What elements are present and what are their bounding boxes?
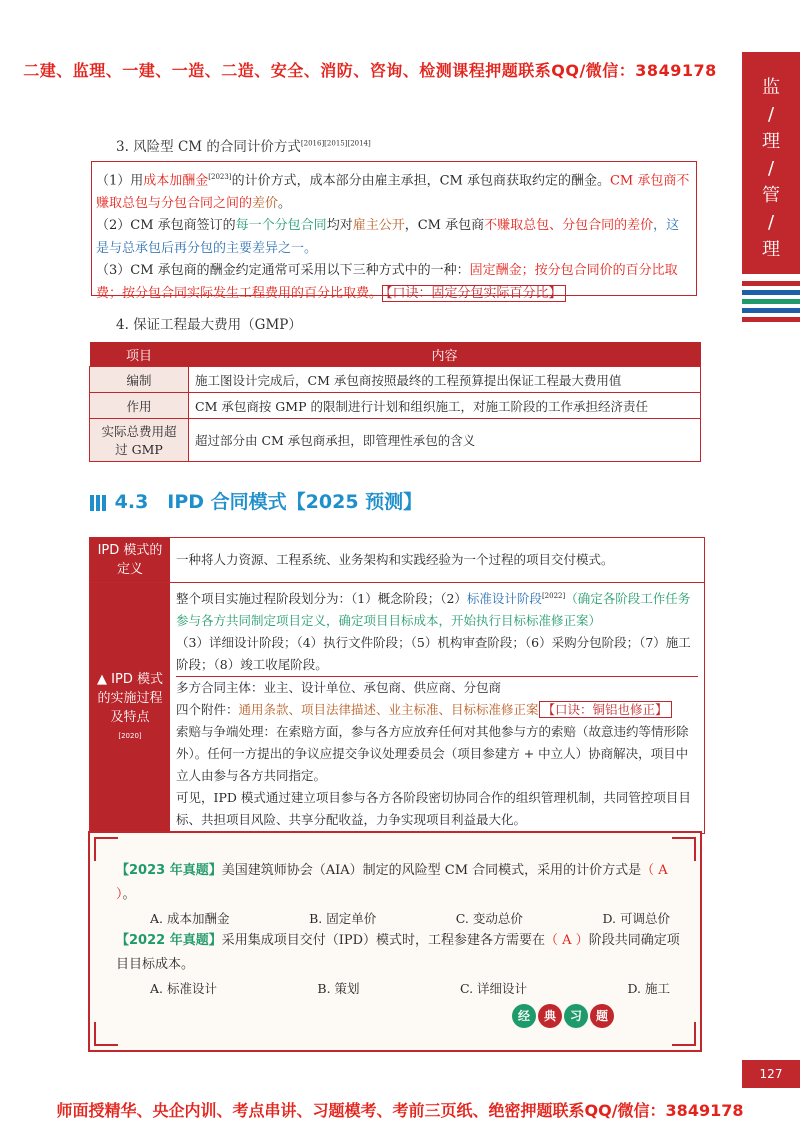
badge: 题 xyxy=(590,1004,614,1028)
q1-end: 。 xyxy=(122,887,136,902)
section-bars-icon xyxy=(90,491,108,513)
p2-green: 每一个分包合同 xyxy=(235,218,327,234)
ipd-feat-label-text: ▲ IPD 模式的实施过程及特点 xyxy=(97,672,163,726)
q1-tag: 【2023 年真题】 xyxy=(116,863,222,878)
side-tab-char: 监 xyxy=(762,77,780,98)
section3-years: [2016][2015][2014] xyxy=(300,139,371,148)
bottom-banner: 师面授精华、央企内训、考点串讲、习题模考、考前三页纸、绝密押题联系QQ/微信：3849178 xyxy=(56,1101,744,1120)
decor-stripe xyxy=(742,290,800,295)
badge: 典 xyxy=(538,1004,562,1028)
q2-tag: 【2022 年真题】 xyxy=(116,933,222,948)
p1-pre: （1）用 xyxy=(96,173,144,189)
ipd-features-row xyxy=(90,583,704,833)
p2-mid: 均对 xyxy=(326,218,353,234)
side-tab xyxy=(742,52,800,274)
annex-red: 通用条款、项目法律描述、业主标准、目标标准修正案 xyxy=(238,702,539,718)
table-row xyxy=(90,393,701,419)
ipd-feat-label xyxy=(90,583,170,833)
row-content: 超过部分由 CM 承包商承担，即管理性承包的含义 xyxy=(189,419,701,462)
stages-rest: （3）详细设计阶段；（4）执行文件阶段；（5）机构审查阶段；（6）采购分包阶段；（7）施工阶段；（8）竣工收尾阶段。 xyxy=(176,635,691,673)
badge: 习 xyxy=(564,1004,588,1028)
p1-tag: [2023] xyxy=(208,173,232,181)
classic-exercises-badges xyxy=(512,1004,614,1028)
section4-heading: 4. 保证工程最大费用（GMP） xyxy=(116,317,302,333)
side-tab-char: 理 xyxy=(762,239,780,260)
row-content: CM 承包商按 GMP 的限制进行计划和组织施工，对施工阶段的工作承担经济责任 xyxy=(189,393,701,419)
section-4-3-title-text: 4.3 IPD 合同模式【2025 预测】 xyxy=(114,491,423,513)
q2-text: 采用集成项目交付（IPD）模式时，工程参建各方需要在 xyxy=(221,933,546,948)
ipd-stages xyxy=(176,585,698,677)
option[interactable]: A. 成本加酬金 xyxy=(150,911,230,926)
top-banner: 二建、监理、一建、一造、二造、安全、消防、咨询、检测课程押题联系QQ/微信：3849178 xyxy=(23,61,717,80)
stages-blue: 标准设计阶段 xyxy=(466,591,542,607)
corner-ornament xyxy=(672,1022,696,1046)
side-tab-char: 理 xyxy=(762,131,780,152)
cm-paragraph-3 xyxy=(96,260,692,305)
option[interactable]: C. 详细设计 xyxy=(459,981,528,996)
section3-heading xyxy=(116,135,371,155)
ipd-claims: 索赔与争端处理：在索赔方面，参与各方应放弃任何对其他参与方的索赔（故意违约等情形除外）。任何一方提出的争议应提交争议处理委员会（项目参建方 + 中立人）协商解决，项目中立人由参与各方共同指定。 xyxy=(176,724,689,784)
stages-pre: 整个项目实施过程阶段划分为：（1）概念阶段；（2） xyxy=(176,591,467,607)
stages-tag: [2022] xyxy=(541,592,566,600)
p1-end: 。 xyxy=(278,195,292,211)
row-label: 实际总费用超过 GMP xyxy=(90,419,189,462)
table-row xyxy=(90,367,701,393)
option[interactable]: D. 可调总价 xyxy=(602,911,670,926)
ipd-box xyxy=(89,537,705,834)
table-header: 项目 xyxy=(90,342,189,367)
side-tab-char: / xyxy=(767,104,775,125)
option[interactable]: A. 标准设计 xyxy=(150,981,217,996)
option[interactable]: B. 固定单价 xyxy=(309,911,377,926)
ipd-parties: 多方合同主体：业主、设计单位、承包商、供应商、分包商 xyxy=(176,680,502,696)
q2-options xyxy=(150,979,670,997)
q2-answer: （ A ） xyxy=(545,933,589,948)
ipd-definition-row xyxy=(90,538,704,583)
table-header: 内容 xyxy=(189,342,701,367)
ipd-feat-year: [2020] xyxy=(118,732,142,741)
ipd-feat-body xyxy=(170,583,704,833)
quiz-question-1 xyxy=(116,859,682,907)
p2-brown: 雇主公开 xyxy=(352,218,405,234)
row-label: 编制 xyxy=(90,367,189,393)
quiz-question-2 xyxy=(116,929,682,977)
option[interactable]: C. 变动总价 xyxy=(455,911,523,926)
cm-pricing-box xyxy=(91,161,697,301)
p3-red: 固定酬金；按分包合同价的百分比取费；按分包合同实际发生工程费用的百分比取费。 xyxy=(96,263,678,301)
p1-red: CM 承包商不赚取总包与分包合同之间的 xyxy=(96,173,690,211)
row-content: 施工图设计完成后，CM 承包商按照最终的工程预算提出保证工程最大费用值 xyxy=(189,367,701,393)
p1-highlight: 成本加酬金 xyxy=(143,173,209,189)
corner-ornament xyxy=(94,1022,118,1046)
cm-paragraph-1 xyxy=(96,166,692,215)
cm-paragraph-2 xyxy=(96,215,692,260)
p1-post: 的计价方式，成本部分由雇主承担，CM 承包商获取约定的酬金。 xyxy=(231,173,610,189)
page-number: 127 xyxy=(742,1060,800,1088)
table-row xyxy=(90,419,701,462)
ipd-annexes xyxy=(176,699,698,721)
corner-ornament xyxy=(672,837,696,861)
q2-end: 阶段共同确定项目目标成本。 xyxy=(116,933,680,972)
annex-pre: 四个附件： xyxy=(176,702,239,718)
side-tab-char: / xyxy=(767,158,775,179)
decor-stripe xyxy=(742,317,800,322)
table-header-row xyxy=(90,342,701,367)
section-4-3-title xyxy=(90,487,422,514)
p2-mid2: ，CM 承包商 xyxy=(404,218,485,234)
option[interactable]: D. 施工 xyxy=(627,981,670,996)
badge: 经 xyxy=(512,1004,536,1028)
side-tab-char: / xyxy=(767,212,775,233)
ipd-summary: 可见，IPD 模式通过建立项目参与各方各阶段密切协同合作的组织管理机制，共同管控项目目标、共担项目风险、共享分配收益，力争实现项目利益最大化。 xyxy=(176,790,691,828)
decor-stripe xyxy=(742,281,800,286)
q1-answer: （ A ） xyxy=(116,863,668,902)
p2-pre: （2）CM 承包商签订的 xyxy=(96,218,236,234)
q1-text: 美国建筑师协会（AIA）制定的风险型 CM 合同模式，采用的计价方式是 xyxy=(221,863,642,878)
annex-mnemonic: 【口诀：铜铝也修正】 xyxy=(539,701,672,718)
p3-pre: （3）CM 承包商的酬金约定通常可采用以下三种方式中的一种： xyxy=(96,263,470,279)
gmp-table xyxy=(89,342,701,462)
p3-mnemonic: 【口诀：固定分包实际百分比】 xyxy=(382,285,566,302)
ipd-def-text: 一种将人力资源、工程系统、业务架构和实践经验为一个过程的项目交付模式。 xyxy=(176,552,614,567)
q1-options xyxy=(150,909,670,927)
option[interactable]: B. 策划 xyxy=(317,981,360,996)
decor-stripe xyxy=(742,299,800,304)
p2-red: 不赚取总包、分包合同的差价 xyxy=(484,218,654,234)
side-tab-char: 管 xyxy=(762,185,780,206)
corner-ornament xyxy=(94,837,118,861)
stages-green: （确定各阶段工作任务参与各方共同制定项目定义，确定项目目标成本，开始执行目标标准修正案） xyxy=(176,591,691,629)
p1-red2: 差价 xyxy=(252,195,279,211)
decor-stripe xyxy=(742,308,800,313)
row-label: 作用 xyxy=(90,393,189,419)
section3-heading-text: 3. 风险型 CM 的合同计价方式 xyxy=(116,139,301,155)
ipd-def-label: IPD 模式的定义 xyxy=(90,538,170,582)
p2-blue: ，这是与总承包后再分包的主要差异之一。 xyxy=(96,218,680,256)
